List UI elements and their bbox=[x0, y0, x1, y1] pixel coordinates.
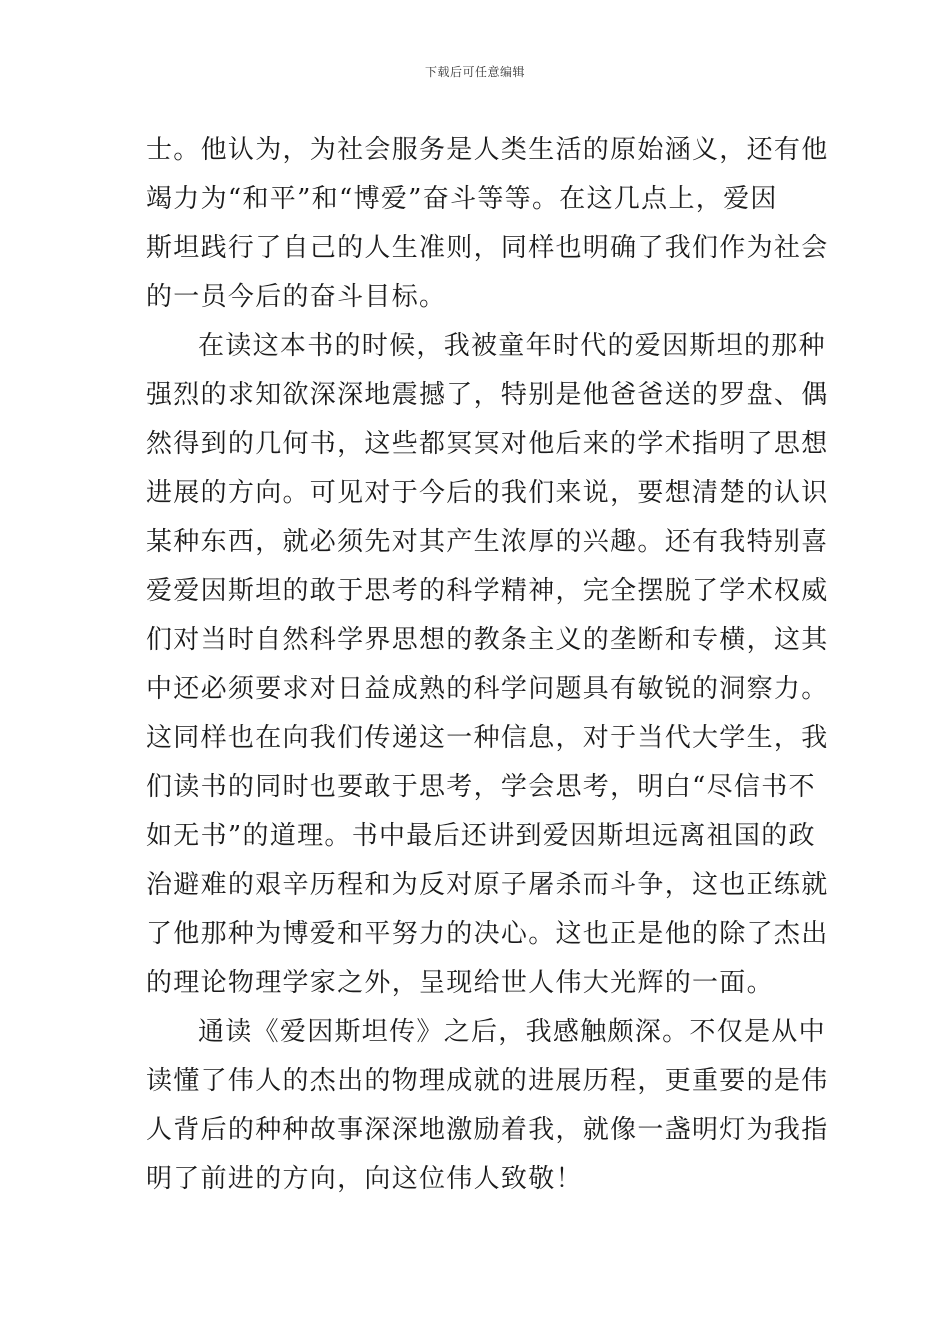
text-line: 通读《爱因斯坦传》之后，我感触颇深。不仅是从中 bbox=[198, 1017, 826, 1047]
text-line: 明了前进的方向，向这位伟人致敬！ bbox=[146, 1164, 583, 1194]
text-line: 某种东西，就必须先对其产生浓厚的兴趣。还有我特别喜 bbox=[146, 527, 829, 557]
text-line: 然得到的几何书，这些都冥冥对他后来的学术指明了思想 bbox=[146, 429, 829, 459]
text-line: 强烈的求知欲深深地震撼了，特别是他爸爸送的罗盘、偶 bbox=[146, 380, 829, 410]
text-line: 们对当时自然科学界思想的教条主义的垄断和专横，这其 bbox=[146, 625, 829, 655]
text-line: 治避难的艰辛历程和为反对原子屠杀而斗争，这也正练就 bbox=[146, 870, 829, 900]
text-line: 们读书的同时也要敢于思考，学会思考，明白“尽信书不 bbox=[146, 772, 816, 802]
text-line: 如无书”的道理。书中最后还讲到爱因斯坦远离祖国的政 bbox=[146, 821, 816, 851]
text-line: 爱爱因斯坦的敢于思考的科学精神，完全摆脱了学术权威 bbox=[146, 576, 829, 606]
text-line: 竭力为“和平”和“博爱”奋斗等等。在这几点上，爱因 bbox=[146, 184, 778, 214]
text-line: 人背后的种种故事深深地激励着我，就像一盏明灯为我指 bbox=[146, 1115, 829, 1145]
text-line: 在读这本书的时候，我被童年时代的爱因斯坦的那种 bbox=[198, 331, 826, 361]
text-line: 士。他认为，为社会服务是人类生活的原始涵义，还有他 bbox=[146, 135, 829, 165]
text-line: 了他那种为博爱和平努力的决心。这也正是他的除了杰出 bbox=[146, 919, 829, 949]
text-line: 的理论物理学家之外，呈现给世人伟大光辉的一面。 bbox=[146, 968, 774, 998]
text-line: 这同样也在向我们传递这一种信息，对于当代大学生，我 bbox=[146, 723, 829, 753]
text-line: 斯坦践行了自己的人生准则，同样也明确了我们作为社会 bbox=[146, 233, 829, 263]
text-line: 进展的方向。可见对于今后的我们来说，要想清楚的认识 bbox=[146, 478, 829, 508]
body-text bbox=[146, 126, 829, 1204]
text-line: 中还必须要求对日益成熟的科学问题具有敏锐的洞察力。 bbox=[146, 674, 829, 704]
text-line: 的一员今后的奋斗目标。 bbox=[146, 282, 447, 312]
text-line: 读懂了伟人的杰出的物理成就的进展历程，更重要的是伟 bbox=[146, 1066, 829, 1096]
page-header: 下载后可任意编辑 bbox=[424, 65, 525, 79]
